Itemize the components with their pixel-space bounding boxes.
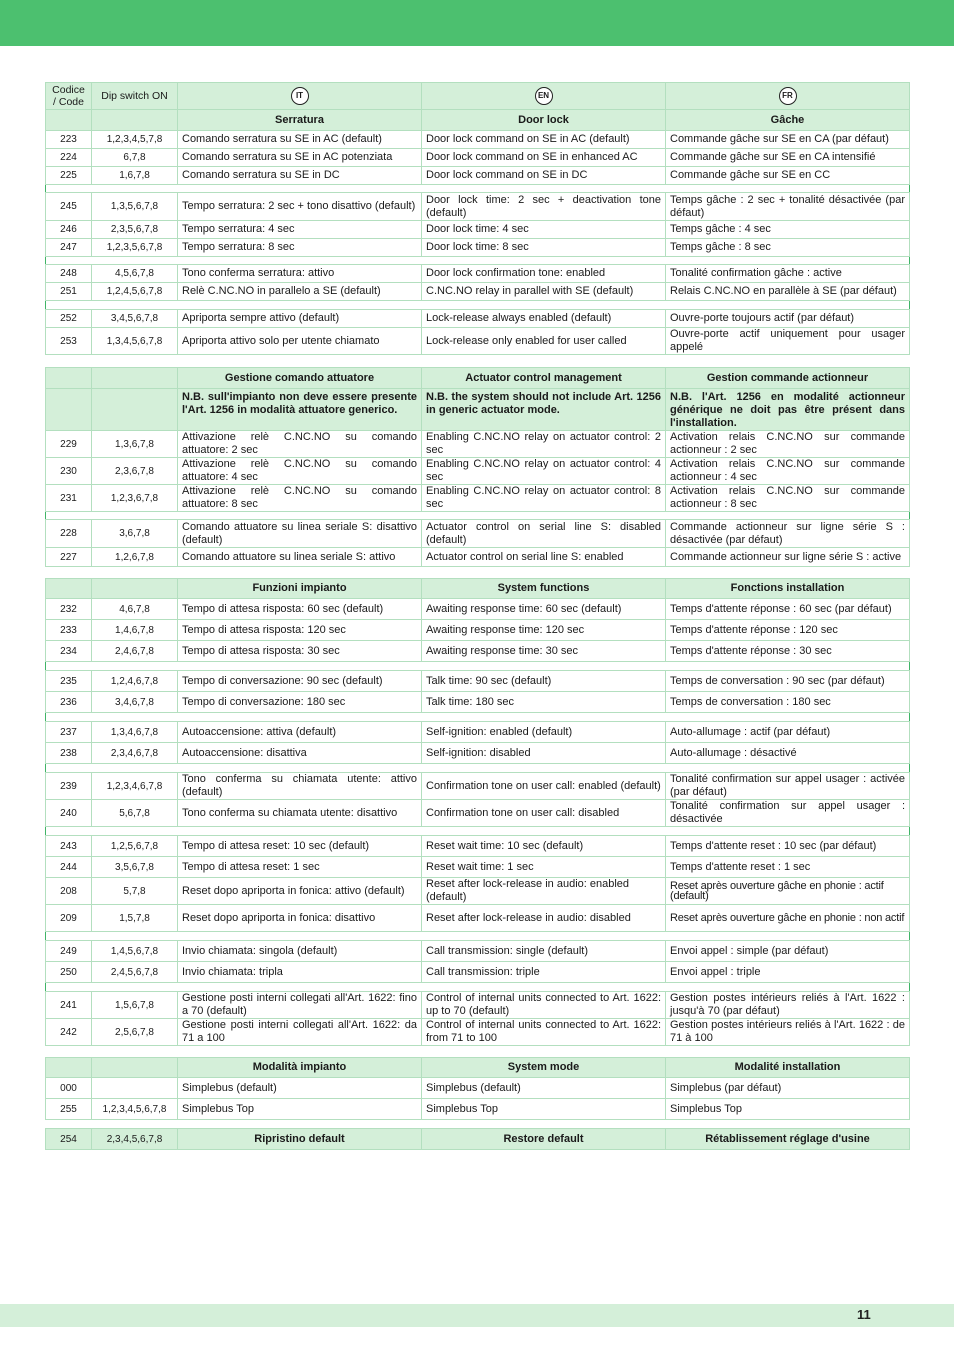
table-cell: Apriporta sempre attivo (default) — [178, 310, 422, 328]
table-cell: 234 — [46, 641, 92, 662]
table-cell: Relais C.NC.NO en parallèle à SE (par défaut) — [666, 283, 910, 301]
table-cell: 2,5,6,7,8 — [92, 1019, 178, 1046]
table-row — [46, 620, 910, 641]
table-cell: 1,4,6,7,8 — [92, 620, 178, 641]
table-cell: 2,4,5,6,7,8 — [92, 962, 178, 983]
table-cell: Ouvre-porte toujours actif (par défaut) — [666, 310, 910, 328]
section-title-fr: Gestion commande actionneur — [666, 368, 910, 389]
table-row — [46, 265, 910, 283]
table-cell: Autoaccensione: attiva (default) — [178, 722, 422, 743]
table-cell: Lock-release only enabled for user called — [422, 328, 666, 355]
table-cell: Commande gâche sur SE en CC — [666, 167, 910, 185]
table-cell: 243 — [46, 836, 92, 857]
table-attuatore — [45, 367, 910, 567]
table-cell: 1,5,7,8 — [92, 905, 178, 932]
table-cell: 1,6,7,8 — [92, 167, 178, 185]
table-row — [46, 1019, 910, 1046]
table-modalita — [45, 1057, 910, 1120]
table-cell: 208 — [46, 878, 92, 905]
table-cell: Tempo serratura: 4 sec — [178, 221, 422, 239]
table-row — [46, 992, 910, 1019]
table-cell: 1,2,5,6,7,8 — [92, 836, 178, 857]
table-cell: Comando attuatore su linea seriale S: disattivo (default) — [178, 520, 422, 548]
table-cell: Door lock command on SE in enhanced AC — [422, 149, 666, 167]
table-cell: Commande actionneur sur ligne série S : active — [666, 548, 910, 567]
table-cell: 239 — [46, 773, 92, 800]
table-cell: Tempo di conversazione: 90 sec (default) — [178, 671, 422, 692]
table-row — [46, 221, 910, 239]
table-cell: Control of internal units connected to Art. 1622: up to 70 (default) — [422, 992, 666, 1019]
table-cell: 5,7,8 — [92, 878, 178, 905]
table-cell: Awaiting response time: 120 sec — [422, 620, 666, 641]
table-cell: Temps d'attente réponse : 30 sec — [666, 641, 910, 662]
table-cell: 230 — [46, 458, 92, 485]
table-cell: Commande gâche sur SE en CA (par défaut) — [666, 131, 910, 149]
table-cell: 209 — [46, 905, 92, 932]
table-cell: Auto-allumage : désactivé — [666, 743, 910, 764]
lang-badge-fr: FR — [779, 87, 797, 105]
section-title-en: Restore default — [422, 1129, 666, 1150]
table-cell: Temps gâche : 8 sec — [666, 239, 910, 257]
table-row — [46, 692, 910, 713]
table-cell: Simplebus (par défaut) — [666, 1078, 910, 1099]
table-cell: 246 — [46, 221, 92, 239]
table-cell: Tempo serratura: 8 sec — [178, 239, 422, 257]
table-cell: Tonalité confirmation sur appel usager : activée (par défaut) — [666, 773, 910, 800]
table-cell: 247 — [46, 239, 92, 257]
table-cell: Comando serratura su SE in DC — [178, 167, 422, 185]
table-row — [46, 328, 910, 355]
table-cell: 3,4,6,7,8 — [92, 692, 178, 713]
table-cell: 252 — [46, 310, 92, 328]
table-cell: Control of internal units connected to Art. 1622: from 71 to 100 — [422, 1019, 666, 1046]
table-cell: Tono conferma serratura: attivo — [178, 265, 422, 283]
table-cell: Enabling C.NC.NO relay on actuator control: 2 sec — [422, 431, 666, 458]
table-cell: Activation relais C.NC.NO sur commande actionneur : 2 sec — [666, 431, 910, 458]
table-cell: 1,3,5,6,7,8 — [92, 193, 178, 221]
table-cell: 245 — [46, 193, 92, 221]
table-cell: 4,6,7,8 — [92, 599, 178, 620]
table-cell: Door lock confirmation tone: enabled — [422, 265, 666, 283]
table-cell: Reset dopo apriporta in fonica: disattivo — [178, 905, 422, 932]
table-cell: Commande actionneur sur ligne série S : désactivée (par défaut) — [666, 520, 910, 548]
table-row — [46, 773, 910, 800]
table-cell: Call transmission: triple — [422, 962, 666, 983]
table-cell: 000 — [46, 1078, 92, 1099]
table-cell: Reset après ouverture gâche en phonie : non actif — [666, 905, 910, 932]
table-cell: 2,3,4,6,7,8 — [92, 743, 178, 764]
table-cell: Autoaccensione: disattiva — [178, 743, 422, 764]
table-cell: 2,3,5,6,7,8 — [92, 221, 178, 239]
table-cell: 1,2,6,7,8 — [92, 548, 178, 567]
note-it: N.B. sull'impianto non deve essere presente l'Art. 1256 in modalità attuatore generico. — [178, 389, 422, 431]
table-cell: 1,2,4,6,7,8 — [92, 671, 178, 692]
table-cell: 236 — [46, 692, 92, 713]
table-cell: Reset after lock-release in audio: enabled (default) — [422, 878, 666, 905]
page-number: 11 — [857, 1307, 871, 1322]
table-cell: Relè C.NC.NO in parallelo a SE (default) — [178, 283, 422, 301]
table-cell: 3,5,6,7,8 — [92, 857, 178, 878]
table-cell: Tempo di conversazione: 180 sec — [178, 692, 422, 713]
table-row — [46, 857, 910, 878]
table-cell: Tempo di attesa risposta: 30 sec — [178, 641, 422, 662]
table-cell: Tempo serratura: 2 sec + tono disattivo (default) — [178, 193, 422, 221]
table-cell: 6,7,8 — [92, 149, 178, 167]
table-cell: 223 — [46, 131, 92, 149]
table-cell: 235 — [46, 671, 92, 692]
restore-dip: 2,3,4,5,6,7,8 — [92, 1129, 178, 1150]
table-cell: 249 — [46, 941, 92, 962]
table-cell: Simplebus (default) — [178, 1078, 422, 1099]
table-cell: Comando attuatore su linea seriale S: attivo — [178, 548, 422, 567]
table-cell: 1,5,6,7,8 — [92, 992, 178, 1019]
table-row — [46, 458, 910, 485]
table-ripristino — [45, 1128, 910, 1150]
table-row — [46, 878, 910, 905]
table-cell: 255 — [46, 1099, 92, 1120]
note-en: N.B. the system should not include Art. 1256 in generic actuator mode. — [422, 389, 666, 431]
table-cell: 2,3,6,7,8 — [92, 458, 178, 485]
table-cell: Apriporta attivo solo per utente chiamato — [178, 328, 422, 355]
table-cell: Envoi appel : simple (par défaut) — [666, 941, 910, 962]
table-cell: 1,3,6,7,8 — [92, 431, 178, 458]
table-cell: 1,2,4,5,6,7,8 — [92, 283, 178, 301]
section-title-en: System functions — [422, 579, 666, 599]
table-cell: Tonalité confirmation sur appel usager : désactivée — [666, 800, 910, 827]
table-cell: 233 — [46, 620, 92, 641]
table-cell: 1,2,3,4,5,6,7,8 — [92, 1099, 178, 1120]
table-cell: Lock-release always enabled (default) — [422, 310, 666, 328]
table-cell: 229 — [46, 431, 92, 458]
table-cell: Temps d'attente reset : 10 sec (par défaut) — [666, 836, 910, 857]
table-cell: Temps gâche : 4 sec — [666, 221, 910, 239]
table-cell: Attivazione relè C.NC.NO su comando attuatore: 8 sec — [178, 485, 422, 512]
table-row — [46, 962, 910, 983]
table-cell: Temps d'attente reset : 1 sec — [666, 857, 910, 878]
table-cell: Temps d'attente réponse : 60 sec (par défaut) — [666, 599, 910, 620]
table-cell: Door lock time: 4 sec — [422, 221, 666, 239]
table-cell: Gestione posti interni collegati all'Art. 1622: fino a 70 (default) — [178, 992, 422, 1019]
table-cell: Tempo di attesa reset: 1 sec — [178, 857, 422, 878]
table-cell: Tempo di attesa risposta: 120 sec — [178, 620, 422, 641]
table-cell: Gestione posti interni collegati all'Art. 1622: da 71 a 100 — [178, 1019, 422, 1046]
table-cell: 241 — [46, 992, 92, 1019]
table-cell: Reset after lock-release in audio: disabled — [422, 905, 666, 932]
table-cell: Self-ignition: enabled (default) — [422, 722, 666, 743]
table-cell: Simplebus Top — [422, 1099, 666, 1120]
table-cell: 224 — [46, 149, 92, 167]
table-row — [46, 1078, 910, 1099]
table-cell: Ouvre-porte actif uniquement pour usager appelé — [666, 328, 910, 355]
section-title-en: Door lock — [422, 110, 666, 131]
table-cell: Actuator control on serial line S: disabled (default) — [422, 520, 666, 548]
table-row — [46, 548, 910, 567]
table-cell: Attivazione relè C.NC.NO su comando attuatore: 2 sec — [178, 431, 422, 458]
lang-badge-en: EN — [535, 87, 553, 105]
table-cell: 228 — [46, 520, 92, 548]
table-cell: Door lock time: 2 sec + deactivation tone (default) — [422, 193, 666, 221]
table-cell: Auto-allumage : actif (par défaut) — [666, 722, 910, 743]
table-row — [46, 722, 910, 743]
table-cell: Door lock command on SE in DC — [422, 167, 666, 185]
table-row — [46, 431, 910, 458]
table-cell: Awaiting response time: 30 sec — [422, 641, 666, 662]
table-row — [46, 193, 910, 221]
section-title-fr: Gâche — [666, 110, 910, 131]
table-row — [46, 283, 910, 301]
table-row — [46, 836, 910, 857]
table-cell: 237 — [46, 722, 92, 743]
table-cell: 227 — [46, 548, 92, 567]
dip-header: Dip switch ON — [92, 83, 178, 110]
table-cell: Enabling C.NC.NO relay on actuator control: 4 sec — [422, 458, 666, 485]
table-cell: Envoi appel : triple — [666, 962, 910, 983]
section-title-it: Gestione comando attuatore — [178, 368, 422, 389]
table-cell: Door lock command on SE in AC (default) — [422, 131, 666, 149]
section-title-en: System mode — [422, 1058, 666, 1078]
table-row — [46, 905, 910, 932]
table-row — [46, 167, 910, 185]
section-title-it: Serratura — [178, 110, 422, 131]
table-cell: 4,5,6,7,8 — [92, 265, 178, 283]
table-cell: Invio chiamata: singola (default) — [178, 941, 422, 962]
section-title-en: Actuator control management — [422, 368, 666, 389]
table-cell: 231 — [46, 485, 92, 512]
table-row — [46, 800, 910, 827]
restore-code: 254 — [46, 1129, 92, 1150]
table-cell: 1,3,4,5,6,7,8 — [92, 328, 178, 355]
section-title-fr: Rétablissement réglage d'usine — [666, 1129, 910, 1150]
table-cell: Door lock time: 8 sec — [422, 239, 666, 257]
table-cell: 225 — [46, 167, 92, 185]
table-serratura — [45, 82, 910, 355]
table-cell: 250 — [46, 962, 92, 983]
table-row — [46, 149, 910, 167]
table-cell: Simplebus Top — [178, 1099, 422, 1120]
table-cell: Gestion postes intérieurs reliés à l'Art. 1622 : de 71 à 100 — [666, 1019, 910, 1046]
table-cell: Tonalité confirmation gâche : active — [666, 265, 910, 283]
table-cell: Activation relais C.NC.NO sur commande actionneur : 8 sec — [666, 485, 910, 512]
section-title-it: Ripristino default — [178, 1129, 422, 1150]
table-cell: Invio chiamata: tripla — [178, 962, 422, 983]
table-cell: 1,2,3,4,6,7,8 — [92, 773, 178, 800]
table-cell: Actuator control on serial line S: enabled — [422, 548, 666, 567]
table-cell: 3,4,5,6,7,8 — [92, 310, 178, 328]
table-cell: Reset wait time: 1 sec — [422, 857, 666, 878]
table-row — [46, 310, 910, 328]
table-cell: Confirmation tone on user call: disabled — [422, 800, 666, 827]
table-cell: 253 — [46, 328, 92, 355]
top-banner — [0, 0, 954, 46]
table-row — [46, 641, 910, 662]
section-title-fr: Fonctions installation — [666, 579, 910, 599]
table-cell: 251 — [46, 283, 92, 301]
table-cell: Tono conferma su chiamata utente: disattivo — [178, 800, 422, 827]
table-row — [46, 599, 910, 620]
table-cell: Gestion postes intérieurs reliés à l'Art. 1622 : jusqu'à 70 (par défaut) — [666, 992, 910, 1019]
table-cell: 3,6,7,8 — [92, 520, 178, 548]
table-cell: Reset wait time: 10 sec (default) — [422, 836, 666, 857]
table-cell: 5,6,7,8 — [92, 800, 178, 827]
table-cell: 1,2,3,5,6,7,8 — [92, 239, 178, 257]
table-cell: 242 — [46, 1019, 92, 1046]
table-cell: 2,4,6,7,8 — [92, 641, 178, 662]
table-cell: Comando serratura su SE in AC potenziata — [178, 149, 422, 167]
table-cell: 1,4,5,6,7,8 — [92, 941, 178, 962]
table-cell: Commande gâche sur SE en CA intensifié — [666, 149, 910, 167]
table-cell: Reset après ouverture gâche en phonie : actif (default) — [666, 878, 910, 905]
table-cell: Temps d'attente réponse : 120 sec — [666, 620, 910, 641]
section-title-it: Funzioni impianto — [178, 579, 422, 599]
table-cell: 248 — [46, 265, 92, 283]
table-cell: 240 — [46, 800, 92, 827]
table-cell: Simplebus (default) — [422, 1078, 666, 1099]
table-cell: Call transmission: single (default) — [422, 941, 666, 962]
table-row — [46, 239, 910, 257]
table-row — [46, 941, 910, 962]
code-header: Codice / Code — [46, 83, 92, 110]
table-cell: Talk time: 90 sec (default) — [422, 671, 666, 692]
note-fr: N.B. l'Art. 1256 en modalité actionneur générique ne doit pas être présent dans l'installation. — [666, 389, 910, 431]
table-cell: Activation relais C.NC.NO sur commande actionneur : 4 sec — [666, 458, 910, 485]
table-funzioni — [45, 578, 910, 1046]
table-cell: Awaiting response time: 60 sec (default) — [422, 599, 666, 620]
table-row — [46, 520, 910, 548]
lang-badge-it: IT — [291, 87, 309, 105]
table-cell: Simplebus Top — [666, 1099, 910, 1120]
section-title-fr: Modalité installation — [666, 1058, 910, 1078]
table-cell: 1,3,4,6,7,8 — [92, 722, 178, 743]
table-row — [46, 1099, 910, 1120]
table-cell: Tono conferma su chiamata utente: attivo (default) — [178, 773, 422, 800]
footer-bar — [0, 1304, 954, 1327]
table-row — [46, 131, 910, 149]
table-cell: Temps gâche : 2 sec + tonalité désactivée (par défaut) — [666, 193, 910, 221]
table-cell: Self-ignition: disabled — [422, 743, 666, 764]
table-cell: Tempo di attesa risposta: 60 sec (default) — [178, 599, 422, 620]
table-cell: Tempo di attesa reset: 10 sec (default) — [178, 836, 422, 857]
section-title-it: Modalità impianto — [178, 1058, 422, 1078]
table-cell: Comando serratura su SE in AC (default) — [178, 131, 422, 149]
table-row — [46, 743, 910, 764]
table-cell: Attivazione relè C.NC.NO su comando attuatore: 4 sec — [178, 458, 422, 485]
table-cell — [92, 1078, 178, 1099]
table-cell: Temps de conversation : 90 sec (par défaut) — [666, 671, 910, 692]
table-cell: Confirmation tone on user call: enabled (default) — [422, 773, 666, 800]
table-cell: 1,2,3,6,7,8 — [92, 485, 178, 512]
table-cell: 244 — [46, 857, 92, 878]
table-row — [46, 485, 910, 512]
table-cell: 232 — [46, 599, 92, 620]
table-row — [46, 671, 910, 692]
table-cell: C.NC.NO relay in parallel with SE (default) — [422, 283, 666, 301]
table-cell: 1,2,3,4,5,7,8 — [92, 131, 178, 149]
table-cell: Talk time: 180 sec — [422, 692, 666, 713]
table-cell: 238 — [46, 743, 92, 764]
table-cell: Temps de conversation : 180 sec — [666, 692, 910, 713]
table-cell: Enabling C.NC.NO relay on actuator control: 8 sec — [422, 485, 666, 512]
table-cell: Reset dopo apriporta in fonica: attivo (default) — [178, 878, 422, 905]
